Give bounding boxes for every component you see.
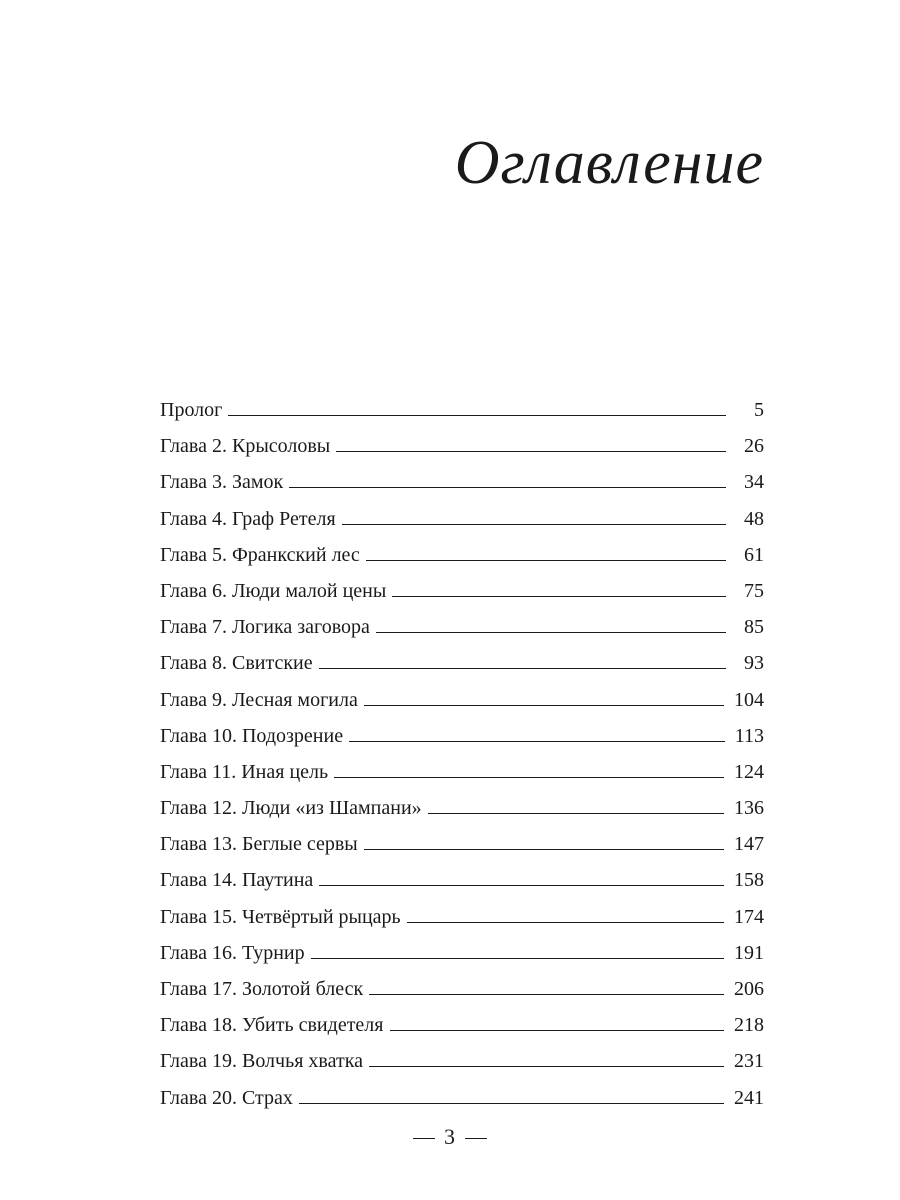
toc-entry-page: 147 — [734, 833, 764, 856]
toc-leader-line — [228, 415, 726, 416]
toc-entry[interactable] — [160, 1007, 764, 1043]
toc-entry-page: 218 — [734, 1014, 764, 1037]
toc-entry[interactable] — [160, 392, 764, 428]
toc-entry-label: Глава 7. Логика заговора — [160, 616, 370, 639]
toc-entry[interactable] — [160, 464, 764, 500]
toc-leader-line — [428, 813, 724, 814]
toc-leader-line — [364, 705, 724, 706]
toc-entry-label: Глава 5. Франкский лес — [160, 543, 360, 566]
toc-leader-line — [407, 922, 724, 923]
toc-entry[interactable] — [160, 718, 764, 754]
toc-leader-line — [369, 1066, 724, 1067]
toc-leader-line — [366, 560, 726, 561]
toc-entry-page: 104 — [734, 688, 764, 711]
toc-entry-page: 113 — [734, 724, 764, 747]
toc-entry-page: 75 — [744, 579, 764, 602]
toc-entry[interactable] — [160, 899, 764, 935]
toc-leader-line — [349, 741, 725, 742]
toc-leader-line — [311, 958, 724, 959]
toc-leader-line — [376, 632, 726, 633]
toc-entry-label: Глава 14. Паутина — [160, 869, 314, 892]
toc-leader-line — [334, 777, 724, 778]
toc-entry[interactable] — [160, 790, 764, 826]
folio-dash-right — [465, 1138, 487, 1139]
toc-entry[interactable] — [160, 609, 764, 645]
toc-entry[interactable] — [160, 428, 764, 464]
toc-leader-line — [369, 994, 724, 995]
toc-entry-page: 206 — [734, 978, 764, 1000]
toc-leader-line — [289, 487, 726, 488]
toc-entry[interactable] — [160, 1080, 764, 1116]
toc-leader-line — [299, 1103, 724, 1104]
toc-entry-label: Глава 18. Убить свидетеля — [160, 1014, 384, 1037]
toc-entry-label: Глава 4. Граф Ретеля — [160, 507, 336, 530]
toc-entry[interactable] — [160, 971, 764, 1007]
toc-entry-page: 241 — [734, 1086, 764, 1109]
toc-entry-label: Глава 19. Волчья хватка — [160, 1050, 363, 1073]
toc-entry[interactable] — [160, 573, 764, 609]
toc-entry[interactable] — [160, 501, 764, 537]
toc-leader-line — [364, 849, 724, 850]
toc-entry-label: Глава 12. Люди «из Шампани» — [160, 797, 422, 820]
toc-entry-page: 26 — [744, 435, 764, 458]
toc-entry-label: Глава 3. Замок — [160, 471, 284, 494]
toc-entry-page: 174 — [734, 905, 764, 928]
page-number-footer — [0, 1124, 900, 1150]
toc-entry-page: 124 — [734, 760, 764, 783]
toc-entry-label: Пролог — [160, 399, 223, 421]
toc-entry[interactable] — [160, 682, 764, 718]
page-title: Оглавление — [454, 129, 764, 197]
toc-entry-page: 34 — [744, 471, 764, 494]
toc-entry-label: Глава 17. Золотой блеск — [160, 978, 364, 1000]
table-of-contents — [160, 392, 764, 1116]
toc-entry-label: Глава 11. Иная цель — [160, 760, 329, 783]
toc-leader-line — [319, 668, 726, 669]
toc-leader-line — [392, 596, 726, 597]
toc-leader-line — [390, 1030, 725, 1031]
toc-entry[interactable] — [160, 537, 764, 573]
toc-entry[interactable] — [160, 935, 764, 971]
toc-entry-page: 191 — [734, 941, 764, 964]
toc-entry-label: Глава 20. Страх — [160, 1086, 293, 1109]
toc-entry-label: Глава 9. Лесная могила — [160, 688, 358, 711]
toc-leader-line — [319, 885, 724, 886]
folio-dash-left — [413, 1138, 435, 1139]
toc-entry[interactable] — [160, 826, 764, 862]
toc-entry-page: 158 — [734, 869, 764, 892]
toc-entry-page: 48 — [744, 507, 764, 530]
toc-entry-label: Глава 13. Беглые сервы — [160, 833, 358, 856]
toc-entry-page: 5 — [754, 399, 764, 421]
toc-entry[interactable] — [160, 754, 764, 790]
toc-entry[interactable] — [160, 862, 764, 898]
toc-leader-line — [336, 451, 726, 452]
toc-entry-label: Глава 16. Турнир — [160, 941, 305, 964]
toc-entry-label: Глава 2. Крысоловы — [160, 435, 331, 458]
toc-entry-page: 85 — [744, 616, 764, 639]
toc-entry-label: Глава 6. Люди малой цены — [160, 579, 387, 602]
toc-entry-page: 136 — [734, 797, 764, 820]
toc-entry-label: Глава 8. Свитские — [160, 652, 313, 675]
toc-entry[interactable] — [160, 1043, 764, 1079]
toc-entry-label: Глава 15. Четвёртый рыцарь — [160, 905, 401, 928]
toc-entry-label: Глава 10. Подозрение — [160, 724, 344, 747]
toc-entry-page: 61 — [744, 543, 764, 566]
page-number: 3 — [444, 1124, 456, 1149]
toc-entry-page: 93 — [744, 652, 764, 675]
toc-entry-page: 231 — [734, 1050, 764, 1073]
toc-leader-line — [342, 524, 726, 525]
toc-entry[interactable] — [160, 645, 764, 681]
